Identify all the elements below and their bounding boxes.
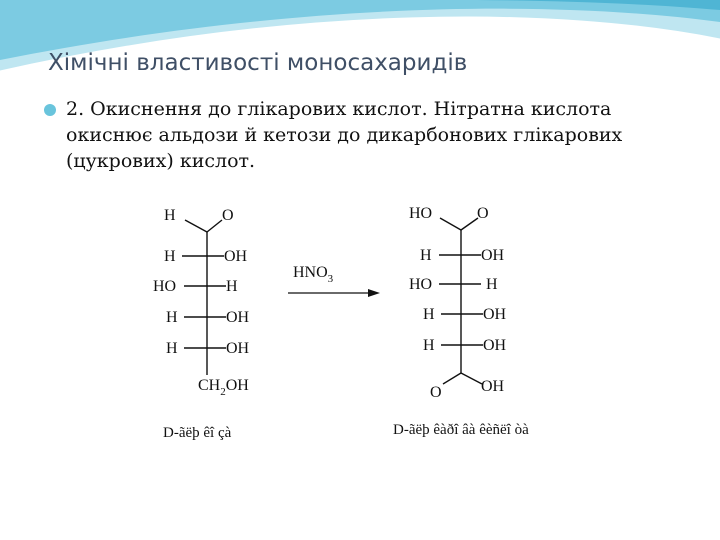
glucaric-c5-left: H — [423, 337, 435, 354]
glucaric-c5-right: OH — [483, 337, 507, 354]
glucose-c3-left: HO — [153, 278, 177, 295]
glucaric-c2-left: H — [420, 247, 432, 264]
glucose-c3-right: H — [226, 278, 238, 295]
header-swoosh — [0, 0, 720, 90]
glucaric-c1-o: O — [477, 205, 489, 222]
glucose-caption: D-ãëþ êî çà — [163, 425, 232, 441]
bullet-text: 2. Окиснення до глікарових кислот. Нітратна кислота окиснює альдози й кетози до дикарбонових глікарових (цукрових) кислот. — [66, 98, 623, 172]
glucose-c5-left: H — [166, 340, 178, 357]
glucose-c6: $CH_2OH$ — [198, 377, 249, 398]
slide-title: Хімічні властивості моносахаридів — [48, 50, 468, 76]
bullet-item — [44, 96, 684, 174]
reagent-label: $HNO_3$ — [293, 264, 334, 285]
glucaric-c6-o: O — [430, 384, 442, 401]
glucose-c4-left: H — [166, 309, 178, 326]
glucose-c5-right: OH — [226, 340, 250, 357]
glucose-c1-o: O — [222, 207, 234, 224]
glucaric-c4-right: OH — [483, 306, 507, 323]
bullet-dot-icon — [44, 104, 56, 116]
reaction-arrow-icon — [288, 289, 380, 297]
glucaric-c2-right: OH — [481, 247, 505, 264]
glucaric-acid-structure — [439, 218, 483, 384]
glucaric-caption: D-ãëþ êàðî âà êèñëî òà — [393, 422, 529, 438]
glucaric-c6-oh: OH — [481, 378, 505, 395]
glucaric-c1-ho: HO — [409, 205, 433, 222]
glucose-structure — [182, 220, 226, 375]
glucose-c2-left: H — [164, 248, 176, 265]
glucose-c4-right: OH — [226, 309, 250, 326]
reaction-scheme — [0, 190, 720, 450]
glucaric-c3-left: HO — [409, 276, 433, 293]
glucose-c2-right: OH — [224, 248, 248, 265]
glucose-c1-h: H — [164, 207, 176, 224]
glucaric-c3-right: H — [486, 276, 498, 293]
glucaric-c4-left: H — [423, 306, 435, 323]
